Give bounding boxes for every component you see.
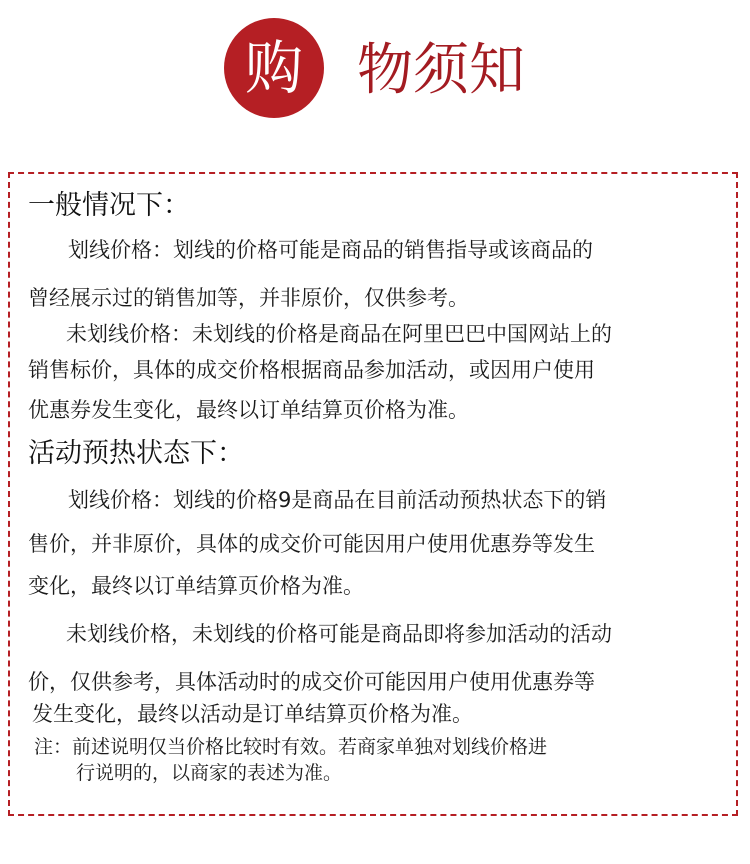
title-circle-badge xyxy=(224,18,324,118)
paragraph-line: 曾经展示过的销售加等，并非原价，仅供参考。 xyxy=(28,286,469,310)
note-line: 行说明的，以商家的表述为准。 xyxy=(76,762,343,784)
paragraph-line: 未划线价格，未划线的价格可能是商品即将参加活动的活动 xyxy=(66,622,612,646)
paragraph-line: 售价，并非原价，具体的成交价可能因用户使用优惠券等发生 xyxy=(28,532,595,556)
paragraph-line: 划线价格：划线的价格9是商品在目前活动预热状态下的销 xyxy=(68,488,607,512)
paragraph-line: 划线价格：划线的价格可能是商品的销售指导或该商品的 xyxy=(68,238,593,262)
paragraph-line: 未划线价格：未划线的价格是商品在阿里巴巴中国网站上的 xyxy=(66,322,612,346)
page-title: 物须知 xyxy=(357,38,525,103)
title-circle-char: 购 xyxy=(244,34,303,102)
paragraph-line: 销售标价，具体的成交价格根据商品参加活动，或因用户使用 xyxy=(28,358,595,382)
note-line: 注：前述说明仅当价格比较时有效。若商家单独对划线价格进 xyxy=(34,736,548,758)
paragraph-line: 价，仅供参考，具体活动时的成交价可能因用户使用优惠券等 xyxy=(28,670,595,694)
paragraph-line: 变化，最终以订单结算页价格为准。 xyxy=(28,574,364,598)
paragraph-line: 优惠券发生变化，最终以订单结算页价格为准。 xyxy=(28,398,469,422)
section-heading-general: 一般情况下： xyxy=(28,190,190,221)
header xyxy=(0,0,750,150)
paragraph-line: 发生变化，最终以活动是订单结算页价格为准。 xyxy=(32,702,473,726)
section-heading-preheat: 活动预热状态下： xyxy=(28,438,244,469)
